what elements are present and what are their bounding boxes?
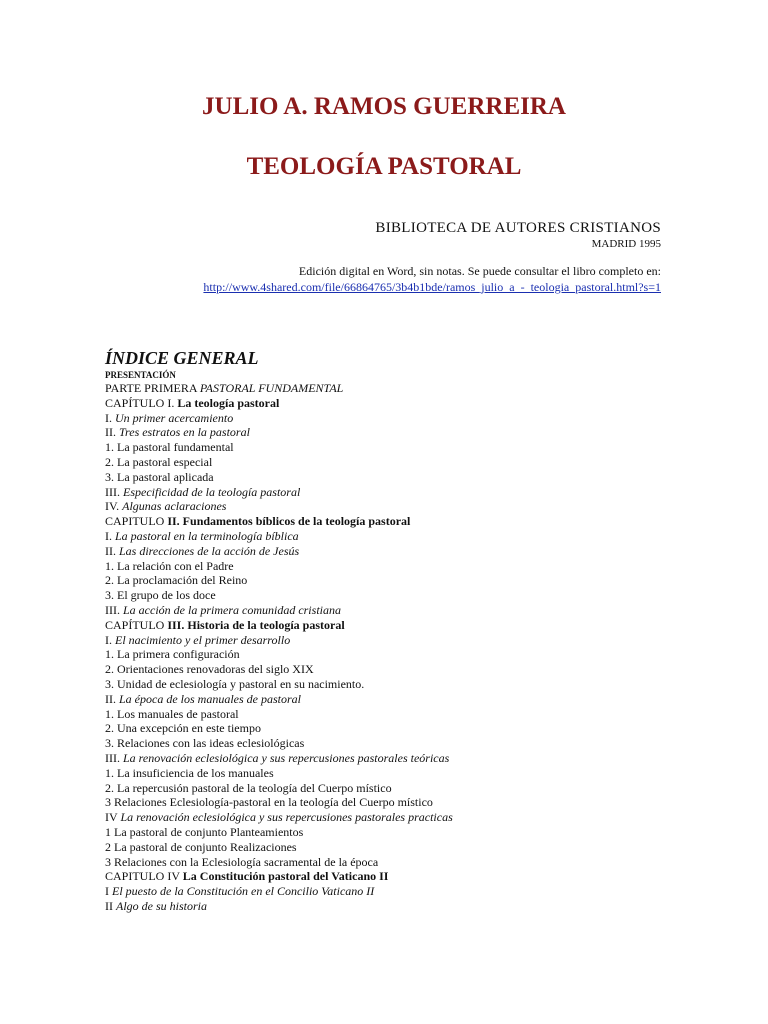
toc-entry-text: 2 La pastoral de conjunto Realizaciones <box>105 839 297 854</box>
toc-subsection-entry <box>105 736 705 751</box>
author-name: JULIO A. RAMOS GUERREIRA <box>202 93 566 120</box>
toc-section-entry <box>105 751 705 766</box>
toc-subsection-entry <box>105 455 705 470</box>
toc-entry-prefix: I. <box>105 410 112 425</box>
toc-entry-text: 3. La pastoral aplicada <box>105 469 214 484</box>
toc-entry-text: 1. Los manuales de pastoral <box>105 706 239 721</box>
toc-entry-text: III. Historia de la teología pastoral <box>167 617 345 632</box>
toc-section-entry <box>105 603 705 618</box>
toc-subsection-entry <box>105 588 705 603</box>
toc-entry-prefix: II. <box>105 425 116 440</box>
toc-entry-prefix: I. <box>105 528 112 543</box>
table-of-contents <box>105 346 705 914</box>
toc-entry-text: 2. Una excepción en este tiempo <box>105 721 261 736</box>
toc-heading: ÍNDICE GENERAL <box>105 348 259 368</box>
toc-subsection-entry <box>105 559 705 574</box>
toc-entry-text: Las direcciones de la acción de Jesús <box>119 543 300 558</box>
toc-entry-prefix: IV <box>105 810 118 825</box>
toc-entry-text: La pastoral en la terminología bíblica <box>115 528 299 543</box>
toc-subsection-entry <box>105 825 705 840</box>
toc-entry-text: El puesto de la Constitución en el Concilio Vaticano II <box>112 884 375 899</box>
toc-subsection-entry <box>105 721 705 736</box>
toc-subsection-entry <box>105 795 705 810</box>
toc-subsection-entry <box>105 647 705 662</box>
download-link[interactable]: http://www.4shared.com/file/66864765/3b4b1bde/ramos_julio_a_-_teologia_pastoral.html?s=1 <box>203 280 661 294</box>
toc-subsection-entry <box>105 855 705 870</box>
toc-entry-text: Un primer acercamiento <box>115 410 234 425</box>
toc-entry-text: La Constitución pastoral del Vaticano II <box>182 869 389 884</box>
toc-entry-text: 3 Relaciones Eclesiología-pastoral en la teología del Cuerpo místico <box>105 795 433 810</box>
toc-entries <box>105 396 705 914</box>
toc-section-entry <box>105 529 705 544</box>
toc-subsection-entry <box>105 470 705 485</box>
toc-entry-text: 1. La primera configuración <box>105 647 240 662</box>
toc-entry-text: 3. Relaciones con las ideas eclesiológicas <box>105 736 305 751</box>
toc-chapter-entry <box>105 514 705 529</box>
toc-entry-prefix: II <box>105 898 113 913</box>
toc-entry-text: 3 Relaciones con la Eclesiología sacramental de la época <box>105 854 379 869</box>
toc-entry-prefix: CAPÍTULO <box>105 617 165 632</box>
toc-part-heading <box>105 381 705 396</box>
toc-section-entry <box>105 544 705 559</box>
book-title: TEOLOGÍA PASTORAL <box>246 153 522 180</box>
part-title: PASTORAL FUNDAMENTAL <box>199 381 344 395</box>
toc-section-entry <box>105 485 705 500</box>
toc-entry-prefix: I. <box>105 632 112 647</box>
toc-subsection-entry <box>105 677 705 692</box>
toc-subsection-entry <box>105 707 705 722</box>
toc-entry-text: Tres estratos en la pastoral <box>119 425 250 440</box>
toc-entry-text: 3. El grupo de los doce <box>105 588 216 603</box>
toc-entry-prefix: IV. <box>105 499 120 514</box>
edition-note: Edición digital en Word, sin notas. Se puede consultar el libro completo en: <box>298 264 661 278</box>
toc-entry-text: La renovación eclesiológica y sus repercusiones pastorales practicas <box>120 810 453 825</box>
part-prefix: PARTE PRIMERA <box>105 381 197 395</box>
toc-subsection-entry <box>105 766 705 781</box>
toc-entry-text: Especificidad de la teología pastoral <box>123 484 301 499</box>
toc-section-entry <box>105 899 705 914</box>
toc-entry-text: La acción de la primera comunidad cristiana <box>123 602 341 617</box>
toc-section-entry <box>105 411 705 426</box>
toc-section-entry <box>105 633 705 648</box>
toc-entry-text: 3. Unidad de eclesiología y pastoral en su nacimiento. <box>105 676 365 691</box>
publisher-name: BIBLIOTECA DE AUTORES CRISTIANOS <box>375 220 661 236</box>
toc-entry-prefix: III. <box>105 484 120 499</box>
toc-subsection-entry <box>105 781 705 796</box>
toc-entry-text: Algunas aclaraciones <box>122 499 227 514</box>
toc-entry-text: II. Fundamentos bíblicos de la teología pastoral <box>167 514 411 529</box>
toc-presentacion: PRESENTACIÓN <box>105 370 176 380</box>
toc-subsection-entry <box>105 840 705 855</box>
toc-section-entry <box>105 425 705 440</box>
toc-entry-text: 2. La repercusión pastoral de la teología del Cuerpo místico <box>105 780 392 795</box>
toc-section-entry <box>105 499 705 514</box>
toc-subsection-entry <box>105 573 705 588</box>
toc-entry-text: La renovación eclesiológica y sus repercusiones pastorales teóricas <box>123 750 450 765</box>
toc-section-entry <box>105 884 705 899</box>
toc-entry-text: 2. La pastoral especial <box>105 454 213 469</box>
toc-entry-text: El nacimiento y el primer desarrollo <box>115 632 291 647</box>
toc-entry-text: Algo de su historia <box>116 898 208 913</box>
toc-section-entry <box>105 810 705 825</box>
toc-entry-text: 1. La insuficiencia de los manuales <box>105 765 274 780</box>
toc-entry-text: 1. La relación con el Padre <box>105 558 234 573</box>
toc-chapter-entry <box>105 396 705 411</box>
toc-entry-text: 1 La pastoral de conjunto Planteamientos <box>105 824 304 839</box>
toc-entry-text: 2. Orientaciones renovadoras del siglo XIX <box>105 662 314 677</box>
toc-entry-text: 2. La proclamación del Reino <box>105 573 248 588</box>
toc-entry-prefix: CAPITULO IV <box>105 869 180 884</box>
toc-subsection-entry <box>105 662 705 677</box>
toc-entry-prefix: II. <box>105 691 116 706</box>
publication-place-year: MADRID 1995 <box>591 238 661 250</box>
toc-entry-prefix: I <box>105 884 109 899</box>
toc-chapter-entry <box>105 618 705 633</box>
toc-subsection-entry <box>105 440 705 455</box>
toc-entry-text: La época de los manuales de pastoral <box>119 691 301 706</box>
toc-entry-prefix: III. <box>105 602 120 617</box>
toc-entry-prefix: III. <box>105 750 120 765</box>
toc-entry-text: La teología pastoral <box>177 395 280 410</box>
toc-entry-prefix: CAPÍTULO I. <box>105 395 175 410</box>
toc-entry-text: 1. La pastoral fundamental <box>105 440 234 455</box>
toc-chapter-entry <box>105 869 705 884</box>
toc-entry-prefix: CAPITULO <box>105 514 165 529</box>
toc-section-entry <box>105 692 705 707</box>
toc-entry-prefix: II. <box>105 543 116 558</box>
